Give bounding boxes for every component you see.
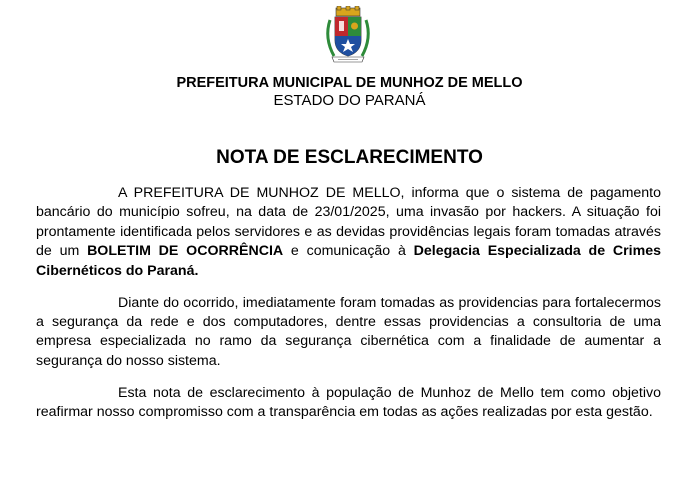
paragraph-1 bbox=[36, 184, 661, 281]
document-body bbox=[36, 184, 661, 435]
paragraph-2: Diante do ocorrido, imediatamente foram tomadas as providencias para fortalecermos a segurança da rede e dos computadores, dentre essas providencias a consultoria de uma empresa especializada no ramo da segurança cibernética com a finalidade de aumentar a segurança do nosso sistema. bbox=[36, 294, 661, 369]
header-title: PREFEITURA MUNICIPAL DE MUNHOZ DE MELLO bbox=[176, 75, 523, 91]
paragraph-3: Esta nota de esclarecimento à população de Munhoz de Mello tem como objetivo reafirmar nosso compromisso com a transparência em todas as ações realizadas por esta gestão. bbox=[36, 384, 661, 421]
header-subtitle: ESTADO DO PARANÁ bbox=[273, 92, 426, 109]
paragraph-1-text-b: e comunicação à bbox=[283, 243, 414, 260]
delegacia-emphasis: Delegacia Especializada de Crimes Cibernéticos do Paraná. bbox=[36, 243, 661, 279]
paragraph-1-text-a: A PREFEITURA DE MUNHOZ DE MELLO, informa que o sistema de pagamento bancário do município sofreu, na data de 23/01/2025, uma invasão por hackers. A situação foi prontamente identificada pelos servidores e as devidas providências legais foram tomadas através de um bbox=[36, 185, 661, 260]
document-title: NOTA DE ESCLARECIMENTO bbox=[216, 147, 483, 168]
boletim-emphasis: BOLETIM DE OCORRÊNCIA bbox=[87, 243, 284, 260]
municipal-coat-of-arms-icon bbox=[318, 6, 378, 66]
